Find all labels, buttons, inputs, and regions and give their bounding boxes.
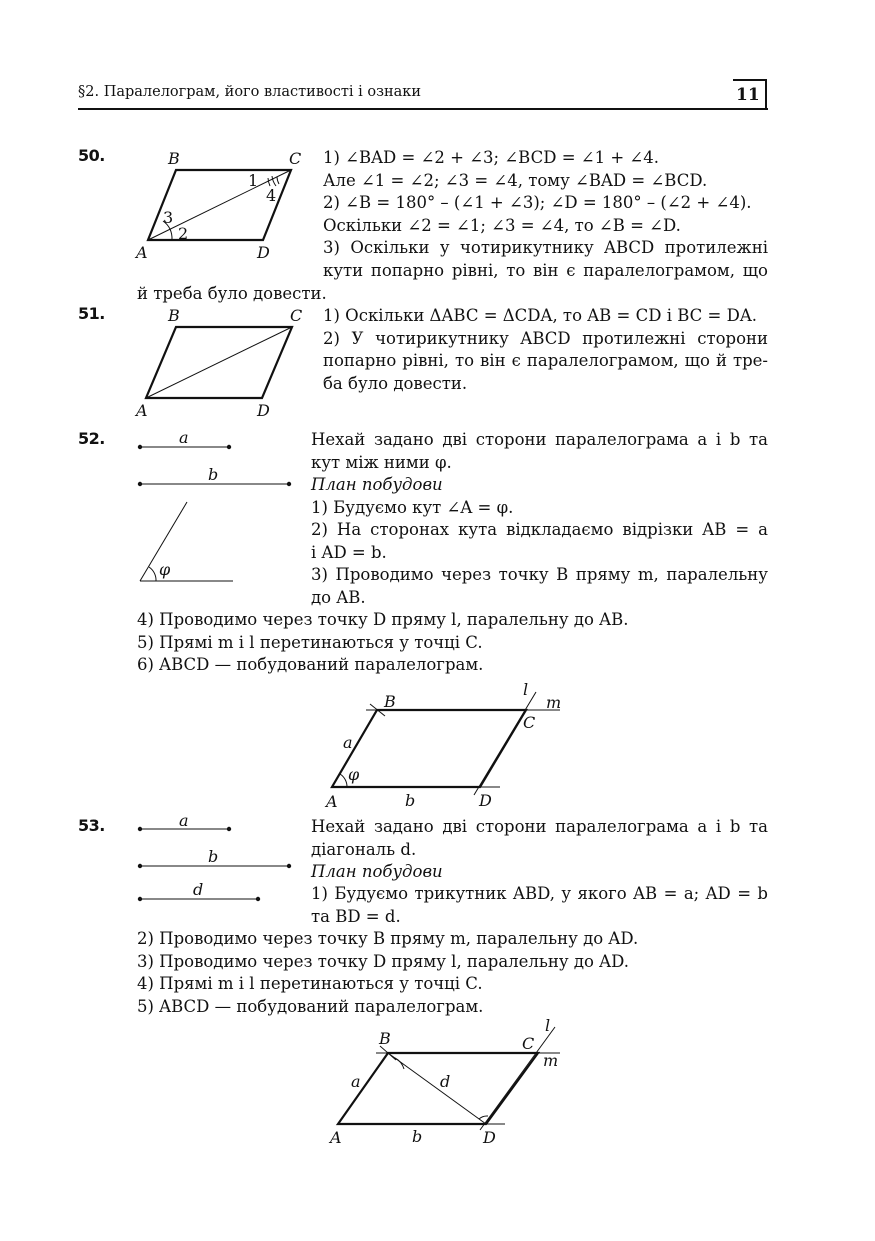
p51-line-4: ба було довести.	[323, 374, 468, 393]
p53-line-8: 4) Прямі m і l перетинаються у точці C.	[137, 974, 483, 993]
p50-line-1: 1) ∠BAD = ∠2 + ∠3; ∠BCD = ∠1 + ∠4.	[323, 148, 659, 167]
fig50-label-C: C	[289, 149, 302, 168]
fig51-label-D: D	[257, 401, 270, 420]
running-header-title: §2. Паралелограм, його властивості і ознаки	[78, 84, 422, 100]
p50-line-5: 3) Оскільки у чотирикутнику ABCD протилежні	[323, 238, 768, 257]
fig52-label-D: D	[479, 791, 492, 810]
p52-line-11: 6) ABCD — побудований паралелограм.	[137, 655, 484, 674]
fig50-angle-1: 1	[248, 171, 259, 190]
p52-line-4: 1) Будуємо кут ∠A = φ.	[311, 498, 514, 517]
p53-line-1: Нехай задано дві сторони паралелограма a і b та	[311, 817, 768, 836]
p52-line-2: кут між ними φ.	[311, 453, 452, 472]
fig52-label-A: A	[326, 792, 338, 811]
fig51-label-A: A	[136, 401, 148, 420]
fig52-label-phi: φ	[348, 765, 360, 784]
fig53-label-C: C	[522, 1034, 535, 1053]
p52-line-5: 2) На сторонах кута відкладаємо відрізки AB = a	[311, 520, 768, 539]
p52-line-10: 5) Прямі m і l перетинаються у точці C.	[137, 633, 483, 652]
fig52-label-C: C	[523, 713, 536, 732]
fig53-label-m: m	[543, 1051, 559, 1070]
fig51-label-C: C	[290, 306, 303, 325]
given52-label-b: b	[208, 465, 219, 484]
fig52-label-m: m	[546, 693, 562, 712]
fig53-label-l: l	[545, 1016, 551, 1035]
p53-line-4: 1) Будуємо трикутник ABD, у якого AB = a; AD = b	[311, 884, 768, 903]
fig53-label-d: d	[440, 1072, 451, 1091]
p51-line-1: 1) Оскільки ΔABC = ΔCDA, то AB = CD і BC = DA.	[323, 306, 757, 325]
p53-line-2: діагональ d.	[311, 840, 417, 859]
page-number: 11	[736, 85, 760, 105]
fig53-label-A: A	[330, 1128, 342, 1147]
fig52-label-B: B	[384, 692, 396, 711]
p53-line-5: та BD = d.	[311, 907, 401, 926]
p51-line-2: 2) У чотирикутнику ABCD протилежні сторони	[323, 329, 768, 348]
fig53-label-b: b	[412, 1127, 423, 1146]
given52-label-phi: φ	[159, 560, 171, 579]
given53-label-a: a	[179, 811, 189, 830]
p52-line-6: і AD = b.	[311, 543, 387, 562]
p52-line-8: до AB.	[311, 588, 366, 607]
p52-line-7: 3) Проводимо через точку B пряму m, паралельну	[311, 565, 768, 584]
fig50-label-B: B	[168, 149, 180, 168]
p53-line-6: 2) Проводимо через точку B пряму m, паралельну до AD.	[137, 929, 639, 948]
fig53-label-a: a	[351, 1072, 361, 1091]
p51-line-3: попарно рівні, то він є паралелограмом, що й тре-	[323, 351, 768, 370]
fig50-angle-2: 2	[178, 224, 189, 243]
fig50-label-A: A	[136, 243, 148, 262]
fig53-label-B: B	[379, 1029, 391, 1048]
p50-line-4: Оскільки ∠2 = ∠1; ∠3 = ∠4, то ∠B = ∠D.	[323, 216, 681, 235]
fig53-label-D: D	[483, 1128, 496, 1147]
p50-line-3: 2) ∠B = 180° – (∠1 + ∠3); ∠D = 180° – (∠2 + ∠4).	[323, 193, 752, 212]
fig50-angle-4: 4	[266, 186, 277, 205]
problem-number-52: 52.	[78, 429, 105, 448]
p52-line-9: 4) Проводимо через точку D пряму l, паралельну до AB.	[137, 610, 629, 629]
problem-number-51: 51.	[78, 304, 105, 323]
problem-number-50: 50.	[78, 146, 105, 165]
p53-line-9: 5) ABCD — побудований паралелограм.	[137, 997, 484, 1016]
p50-line-2: Але ∠1 = ∠2; ∠3 = ∠4, тому ∠BAD = ∠BCD.	[323, 171, 708, 190]
fig50-angle-3: 3	[163, 208, 174, 227]
p52-line-1: Нехай задано дві сторони паралелограма a і b та	[311, 430, 768, 449]
fig51-label-B: B	[168, 306, 180, 325]
given52-label-a: a	[179, 428, 189, 447]
p52-plan-heading: План побудови	[311, 475, 443, 494]
fig52-label-l: l	[523, 680, 529, 699]
given53-label-b: b	[208, 847, 219, 866]
problem-number-53: 53.	[78, 816, 105, 835]
fig52-label-b: b	[405, 791, 416, 810]
p53-line-7: 3) Проводимо через точку D пряму l, паралельну до AD.	[137, 952, 629, 971]
p53-plan-heading: План побудови	[311, 862, 443, 881]
fig52-label-a: a	[343, 733, 353, 752]
p50-line-6: кути попарно рівні, то він є паралелограмом, що	[323, 261, 768, 280]
fig50-label-D: D	[257, 243, 270, 262]
p50-line-7: й треба було довести.	[137, 284, 327, 303]
given53-label-d: d	[193, 880, 204, 899]
